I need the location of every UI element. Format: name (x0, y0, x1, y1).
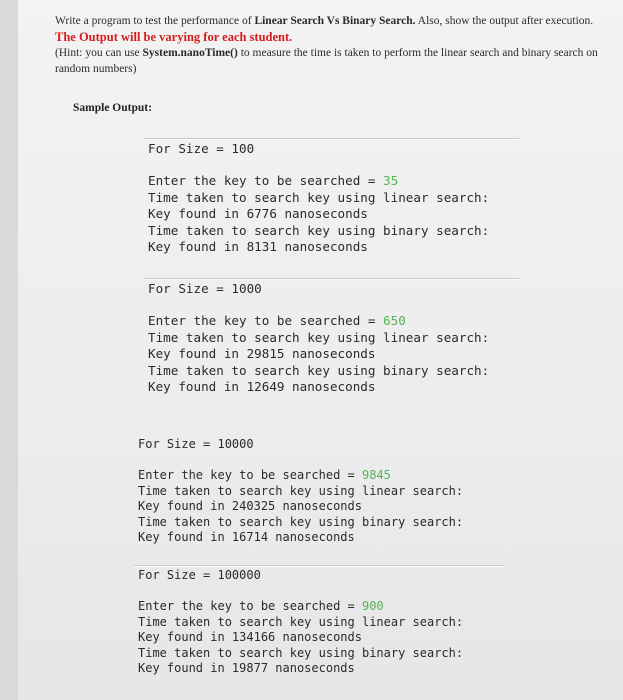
question-text-part: Also, show the output after execution. (415, 15, 594, 27)
key-prompt: Enter the key to be searched = (138, 468, 362, 483)
key-value: 35 (383, 173, 399, 189)
sample-output-label: Sample Output: (73, 102, 152, 114)
hint-emphasis: System.nanoTime() (142, 47, 238, 59)
hint-paragraph (55, 46, 605, 77)
hint-text-part: to measure the time is taken to perform the linear search and binary search on random numbers) (55, 47, 598, 75)
key-prompt: Enter the key to be searched = (138, 599, 362, 614)
divider (144, 278, 519, 279)
question-emphasis: Linear Search Vs Binary Search. (254, 15, 416, 27)
binary-result: Key found in 19877 nanoseconds (138, 661, 355, 676)
binary-result: Key found in 16714 nanoseconds (138, 530, 355, 545)
linear-label: Time taken to search key using linear search: (148, 329, 490, 345)
output-block-size-1000 (148, 278, 528, 395)
output-block-size-10000 (138, 437, 518, 545)
key-line (148, 173, 528, 189)
linear-result: Key found in 240325 nanoseconds (138, 499, 362, 514)
size-line: For Size = 100 (148, 141, 255, 156)
output-block-size-100 (148, 138, 528, 255)
linear-result: Key found in 29815 nanoseconds (148, 346, 376, 362)
output-block-size-100000 (138, 568, 518, 676)
warning-text: The Output will be varying for each student. (55, 29, 293, 44)
binary-result: Key found in 8131 nanoseconds (148, 239, 368, 255)
hint-text-part: (Hint: you can use (55, 47, 143, 59)
key-line (138, 468, 518, 483)
size-line: For Size = 10000 (138, 437, 254, 451)
key-line (138, 599, 518, 614)
key-value: 650 (383, 313, 406, 329)
question-text (55, 14, 605, 77)
key-line (148, 313, 528, 329)
key-value: 9845 (361, 468, 391, 483)
binary-label: Time taken to search key using binary search: (138, 514, 464, 529)
question-text-part: Write a program to test the performance of (55, 15, 255, 27)
question-paragraph (55, 14, 605, 46)
size-line: For Size = 100000 (138, 568, 261, 582)
linear-result: Key found in 134166 nanoseconds (138, 630, 362, 645)
binary-label: Time taken to search key using binary search: (148, 222, 490, 238)
binary-label: Time taken to search key using binary search: (148, 362, 490, 378)
document-page (18, 0, 623, 700)
key-value: 900 (361, 599, 384, 614)
key-prompt: Enter the key to be searched = (148, 173, 384, 189)
divider (144, 138, 519, 139)
linear-label: Time taken to search key using linear search: (138, 483, 464, 498)
binary-label: Time taken to search key using binary search: (138, 645, 464, 660)
size-line: For Size = 1000 (148, 281, 262, 296)
key-prompt: Enter the key to be searched = (148, 313, 384, 329)
linear-label: Time taken to search key using linear search: (148, 189, 490, 205)
linear-label: Time taken to search key using linear search: (138, 614, 464, 629)
linear-result: Key found in 6776 nanoseconds (148, 206, 368, 222)
divider (134, 565, 504, 566)
binary-result: Key found in 12649 nanoseconds (148, 379, 376, 395)
